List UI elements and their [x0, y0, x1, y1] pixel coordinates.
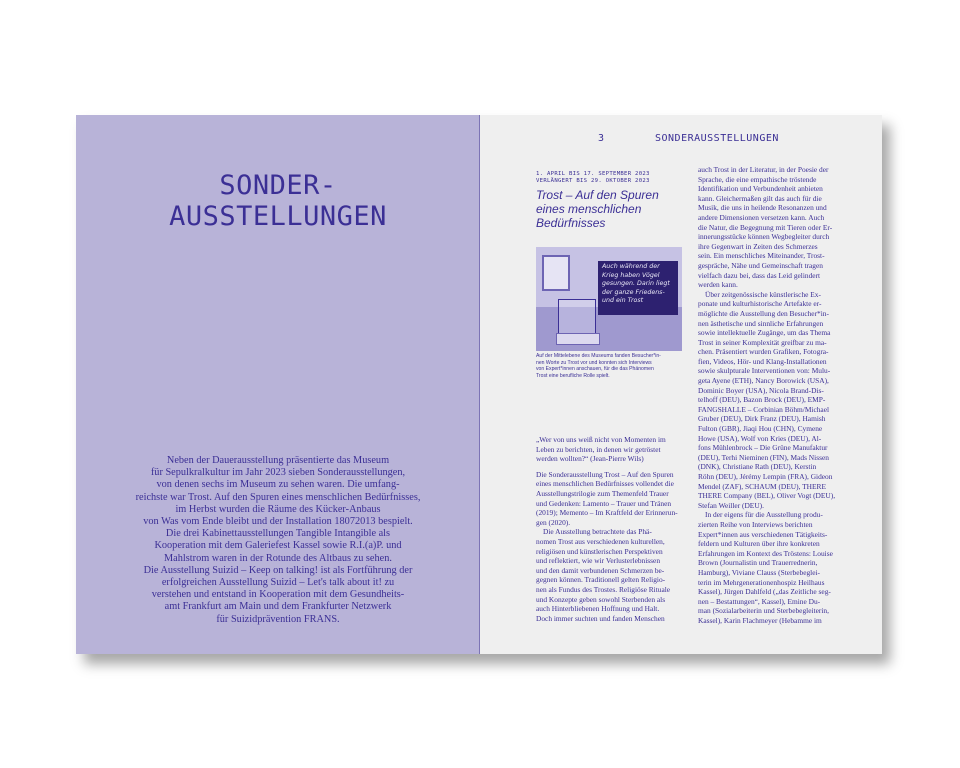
date-line: 1. APRIL BIS 17. SEPTEMBER 2023 [536, 171, 650, 177]
body-line: Howe (USA), Wolf von Kries (DEU), Al- [698, 433, 822, 443]
article-title-line: eines menschlichen [536, 202, 642, 216]
body-line: zierten Reihe von Interviews berichten [698, 519, 813, 529]
article-title-line: Trost – Auf den Spuren [536, 188, 659, 202]
body-line: vielfach dazu bei, dass das Leid gelindert [698, 270, 821, 280]
body-line: andere Dimensionen versetzen kann. Auch [698, 212, 825, 222]
body-line: chen. Präsentiert wurden Grafiken, Fotogra- [698, 347, 829, 357]
body-line: fien, Videos, Hör- und Klang-Installationen [698, 356, 827, 366]
body-line: ponate und kulturhistorische Artefakte er- [698, 299, 822, 309]
body-line: Die Ausstellung betrachtete das Phä- [543, 527, 652, 537]
body-line: innerungsstücke können Wegbegleiter durch [698, 232, 830, 242]
caption-line: Trost eine berufliche Rolle spielt. [536, 372, 610, 379]
body-line: fons Mühlenbrock – Die Grüne Manufaktur [698, 443, 828, 453]
body-line: Gruber (DEU), Dirk Franz (DEU), Hamish [698, 414, 826, 424]
body-line: und den damit verbundenen Schmerzen be- [536, 565, 665, 575]
caption-line: von Expert*innen anschauen, für die das Phänomen [536, 366, 654, 373]
body-line: nen ästhetische und sinnliche Erfahrungen [698, 318, 824, 328]
body-line: sowie skulpturale Interventionen von: Mulu- [698, 366, 831, 376]
body-line: nomen Trost aus verschiedenen kulturellen, [536, 536, 665, 546]
intro-line: reichste war Trost. Auf den Spuren eines menschlichen Bedürfnisses, [135, 491, 421, 503]
body-line: feldern und Kulturen über ihre konkreten [698, 539, 820, 549]
quote-line: Leben zu berichten, in denen wir getröstet [536, 444, 661, 454]
body-line: Erfahrungen im Kontext des Tröstens: Louise [698, 548, 833, 558]
body-line: Ausstellungstrilogie zum Themenfeld Trauer [536, 488, 669, 498]
page-number: 3 [598, 133, 605, 144]
page-title [76, 170, 480, 232]
body-line: und Konzepte geben sowohl Sterbenden als [536, 594, 666, 604]
intro-text [128, 455, 428, 626]
column-2-text [698, 165, 860, 626]
body-line: (DEU), Terhi Nieminen (FIN), Mads Nissen [698, 452, 829, 462]
body-line: (DNK), Christiane Rath (DEU), Kerstin [698, 462, 817, 472]
intro-line: Die Ausstellung Suizid – Keep on talking! ist als Fortführung der [143, 564, 413, 576]
intro-line: verstehen und entstand in Kooperation mit dem Gesundheits- [151, 589, 405, 601]
chalkboard-text [602, 263, 678, 306]
body-line: nen – Bestattungen“, Kassel), Emine Du- [698, 596, 821, 606]
body-line: telhoff (DEU), Bazon Brock (DEU), EMP- [698, 395, 826, 405]
body-line: und reflektiert, wie wir Verlusterlebnissen [536, 556, 661, 566]
chalkboard-line: und ein Trost [602, 297, 644, 305]
quote-line: werden wollten?“ (Jean-Pierre Wils) [536, 454, 644, 464]
body-line: nen als Fundus des Trostes. Religiöse Rituale [536, 584, 671, 594]
title-line: AUSSTELLUNGEN [169, 201, 387, 232]
glass-vitrine [558, 299, 596, 335]
body-line: Dominic Boyer (USA), Nicola Brand-Dis- [698, 385, 824, 395]
article-title-line: Bedürfnisses [536, 216, 606, 230]
body-line: Die Sonderausstellung Trost – Auf den Spuren [536, 469, 674, 479]
body-line: ihre Gegenwart in Zeiten des Schmerzes [698, 241, 818, 251]
body-line: In der eigens für die Ausstellung produ- [705, 510, 823, 520]
exhibition-photo [536, 247, 682, 351]
chalkboard-line: gesungen. Darin liegt [602, 280, 670, 288]
body-line: Kassel), Karin Flachmeyer (Hebamme im [698, 615, 822, 625]
body-line: eines menschlichen Bedürfnisses vollendet die [536, 479, 674, 489]
body-line: sowie intellektuelle Zugänge, um das Thema [698, 328, 831, 338]
intro-line: amt Frankfurt am Main und dem Frankfurter Netzwerk [164, 601, 392, 613]
body-line: sein. Ein menschliches Miteinander, Trost- [698, 251, 825, 261]
intro-line: erfolgreichen Ausstellung Suizid – Let's talk about it! zu [161, 577, 395, 589]
intro-line: von Was vom Ende bleibt und der Installation 18072013 bespielt. [143, 516, 413, 528]
body-line: Musik, die uns in heilende Resonanzen und [698, 203, 827, 213]
left-page [76, 115, 480, 654]
body-line: Doch immer suchten und fanden Menschen [536, 613, 665, 623]
caption-line: nen Worte zu Trost vor und konnten sich Interviews [536, 359, 652, 366]
section-title: SONDERAUSSTELLUNGEN [655, 133, 779, 144]
date-line: VERLÄNGERT BIS 29. OKTOBER 2023 [536, 178, 650, 184]
exhibition-dates [536, 171, 681, 185]
body-line: auch Hinterbliebenen Hoffnung und Halt. [536, 604, 660, 614]
body-line: Expert*innen aus verschiedenen Tätigkeits- [698, 529, 828, 539]
body-line: Über zeitgenössische künstlerische Ex- [705, 289, 821, 299]
body-line: Stefan Weiller (DEU). [698, 500, 764, 510]
body-line: und Gedenken: Lamento – Trauer und Tränen [536, 498, 672, 508]
chalkboard-line: der ganze Friedens- [602, 288, 665, 296]
body-line: Trost in seiner Komplexität greifbar zu ma- [698, 337, 827, 347]
intro-line: Kooperation mit dem Galeriefest Kassel sowie R.I.(a)P. und [154, 540, 402, 552]
body-line: religiösen und künstlerischen Perspektiven [536, 546, 663, 556]
body-line: die Natur, die Begegnung mit Tieren oder Er- [698, 222, 833, 232]
body-line: Sprache, die eine empathische tröstende [698, 174, 817, 184]
book-spread [76, 115, 882, 654]
body-line: gespräche, Nähe und Gemeinschaft tragen [698, 260, 823, 270]
body-line: Identifikation und Verbundenheit anbieten [698, 184, 823, 194]
intro-line: Mahlstrom waren in der Rotunde des Altbaus zu sehen. [164, 552, 392, 564]
body-line: terin im Mehrgenerationenhospiz Heilhaus [698, 577, 825, 587]
body-line: Hamburg), Viviane Clauss (Sterbebeglei- [698, 567, 821, 577]
body-line: auch Trost in der Literatur, in der Poesie der [698, 165, 829, 174]
photo-caption [536, 353, 684, 379]
body-line: werden kann. [698, 280, 738, 290]
article-title [536, 188, 681, 230]
body-line: möglichte die Ausstellung den Besucher*in- [698, 308, 829, 318]
intro-line: Neben der Dauerausstellung präsentierte das Museum [166, 455, 390, 466]
caption-line: Auf der Mittelebene des Museums fanden Besucher*in- [536, 353, 661, 359]
intro-line: für Sepulkralkultur im Jahr 2023 sieben Sonderausstellungen, [150, 467, 406, 479]
body-line: gen (2020). [536, 517, 571, 527]
quote-line: „Wer von uns weiß nicht von Momenten im [536, 435, 666, 444]
body-line: kann. Gleichermaßen gilt das auch für die [698, 193, 822, 203]
chalkboard-line: Auch während der [602, 263, 660, 270]
photo-window [542, 255, 570, 291]
body-line: Mendel (ZAF), SCHAUM (DEU), THERE [698, 481, 826, 491]
body-line: Röhn (DEU), Jérémy Lempin (FRA), Gideon [698, 472, 833, 481]
article-header [536, 171, 681, 230]
body-line: Brown (Journalistin und Trauerrednerin, [698, 558, 818, 568]
chalkboard-line: Krieg haben Vögel [602, 271, 660, 279]
column-1-text [536, 435, 686, 623]
body-line: geta Ayene (ETH), Nancy Borowick (USA), [698, 376, 829, 386]
body-line: gegnen können. Traditionell gelten Religio- [536, 575, 666, 585]
body-line: man (Sozialarbeiterin und Sterbebegleiterin, [698, 606, 829, 616]
body-line: FANGSHALLE – Corbinian Böhm/Michael [698, 404, 830, 414]
intro-line: für Suizidprävention FRANS. [216, 613, 340, 625]
title-line: SONDER- [219, 170, 337, 201]
body-line: (2019); Memento – Im Kraftfeld der Erinnerun- [536, 508, 678, 518]
body-line: THERE Company (BEL), Oliver Vogt (DEU), [698, 491, 836, 501]
intro-line: im Herbst wurden die Räume des Kücker-Anbaus [175, 503, 381, 515]
body-line: Fulton (GBR), Jiaqi Hou (CHN), Cymene [698, 424, 823, 434]
intro-line: Die drei Kabinettausstellungen Tangible Intangible als [165, 528, 391, 540]
vitrine-base [556, 333, 600, 345]
intro-line: von denen sechs im Museum zu sehen waren. Die umfang- [156, 479, 400, 491]
body-line: Kassel), Jürgen Dahlfeld („das Zeitliche seg- [698, 587, 831, 597]
